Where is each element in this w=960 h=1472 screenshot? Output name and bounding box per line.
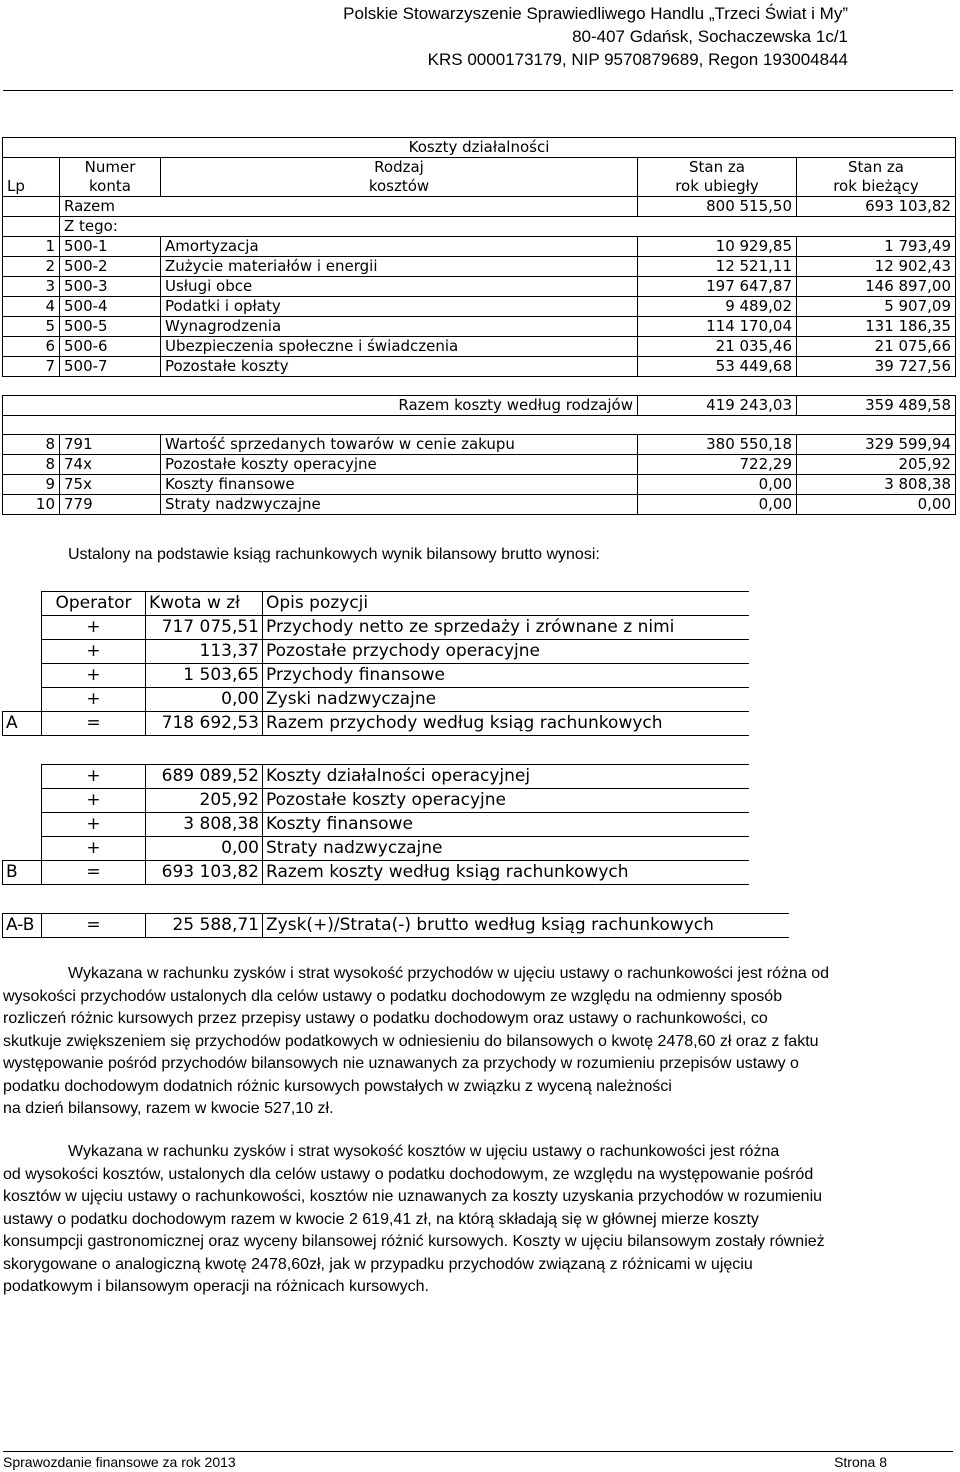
row-description: Straty nadzwyczajne (263, 837, 750, 861)
row-cost-type: Wynagrodzenia (161, 317, 638, 337)
row-marker (3, 616, 42, 640)
row-amount: 0,00 (146, 688, 263, 712)
total-curr: 693 103,82 (797, 197, 956, 217)
paragraph-line: podatkowym i bilansowym operacji na różnicach kursowych. (3, 1278, 429, 1295)
row-account: 500-4 (60, 297, 161, 317)
result-row (3, 914, 790, 938)
total-a-op: = (42, 712, 146, 736)
intro-text: Ustalony na podstawie ksiąg rachunkowych wynik bilansowy brutto wynosi: (68, 546, 600, 563)
col-curr-1: Stan za (797, 158, 956, 178)
costs-header-row-2 (3, 177, 956, 197)
row-marker (3, 813, 42, 837)
total-label: Razem (60, 197, 638, 217)
paragraph-line: skutkuje zwiększeniem się przychodów podatkowych w odniesieniu do bilansowych o kwotę 2478,60 zł oraz z faktu (3, 1032, 819, 1050)
row-lp: 3 (3, 277, 60, 297)
col-rodzaj-2: kosztów (161, 177, 638, 197)
z-tego-label: Z tego: (60, 217, 956, 237)
col-rodzaj-1: Rodzaj (161, 158, 638, 178)
row-current-year: 0,00 (797, 495, 956, 515)
org-address: 80-407 Gdańsk, Sochaczewska 1c/1 (572, 27, 848, 46)
row-lp: 9 (3, 475, 60, 495)
head-operator: Operator (42, 592, 146, 616)
row-cost-type: Pozostałe koszty (161, 357, 638, 377)
row-prev-year: 53 449,68 (638, 357, 797, 377)
paragraph-line: Wykazana w rachunku zysków i strat wysokość przychodów w ujęciu ustawy o rachunkowości jest różna od (68, 965, 830, 982)
row-operator: + (42, 837, 146, 861)
paragraph-line: podatku dochodowym dodatnich różnic kursowych powstałych w związku z wyceną należności (3, 1077, 672, 1095)
row-marker (3, 765, 42, 789)
row-current-year: 1 793,49 (797, 237, 956, 257)
result-opis: Zysk(+)/Strata(-) brutto według ksiąg rachunkowych (263, 914, 790, 938)
row-prev-year: 722,29 (638, 455, 797, 475)
col-prev-1: Stan za (638, 158, 797, 178)
paragraph-line: na dzień bilansowy, razem w kwocie 527,10 zł. (3, 1100, 334, 1117)
calc-row (3, 688, 750, 712)
result-label: A-B (3, 914, 42, 938)
row-marker (3, 789, 42, 813)
row-current-year: 146 897,00 (797, 277, 956, 297)
costs-table (2, 137, 956, 515)
row-lp: 4 (3, 297, 60, 317)
row-current-year: 131 186,35 (797, 317, 956, 337)
row-cost-type: Usługi obce (161, 277, 638, 297)
row-description: Koszty działalności operacyjnej (263, 765, 750, 789)
row-cost-type: Wartość sprzedanych towarów w cenie zakupu (161, 435, 638, 455)
result-table (2, 913, 789, 938)
row-description: Pozostałe koszty operacyjne (263, 789, 750, 813)
row-prev-year: 12 521,11 (638, 257, 797, 277)
row-account: 75x (60, 475, 161, 495)
col-prev-2: rok ubiegły (638, 177, 797, 197)
row-lp: 7 (3, 357, 60, 377)
table-row (3, 337, 956, 357)
row-account: 500-3 (60, 277, 161, 297)
row-prev-year: 380 550,18 (638, 435, 797, 455)
row-operator: + (42, 616, 146, 640)
row-operator: + (42, 640, 146, 664)
calc-row (3, 837, 750, 861)
row-current-year: 39 727,56 (797, 357, 956, 377)
row-marker (3, 837, 42, 861)
row-current-year: 329 599,94 (797, 435, 956, 455)
row-cost-type: Ubezpieczenia społeczne i świadczenia (161, 337, 638, 357)
income-table (2, 591, 749, 736)
row-description: Przychody netto ze sprzedaży i zrównane z nimi (263, 616, 750, 640)
row-current-year: 3 808,38 (797, 475, 956, 495)
revenue-note-paragraph (3, 963, 958, 1121)
subtotal-row (3, 396, 956, 416)
row-amount: 1 503,65 (146, 664, 263, 688)
calc-row (3, 640, 750, 664)
row-prev-year: 0,00 (638, 475, 797, 495)
org-name: Polskie Stowarzyszenie Sprawiedliwego Handlu „Trzeci Świat i My” (343, 4, 848, 23)
row-description: Zyski nadzwyczajne (263, 688, 750, 712)
row-amount: 3 808,38 (146, 813, 263, 837)
costs-summary-table (2, 764, 749, 885)
row-current-year: 5 907,09 (797, 297, 956, 317)
row-cost-type: Pozostałe koszty operacyjne (161, 455, 638, 475)
row-current-year: 205,92 (797, 455, 956, 475)
result-op: = (42, 914, 146, 938)
row-operator: + (42, 765, 146, 789)
calc-header-row (3, 592, 750, 616)
row-amount: 717 075,51 (146, 616, 263, 640)
total-b-opis: Razem koszty według ksiąg rachunkowych (263, 861, 750, 885)
row-account: 74x (60, 455, 161, 475)
row-amount: 113,37 (146, 640, 263, 664)
footer-rule (3, 1451, 953, 1452)
total-b-row (3, 861, 750, 885)
row-operator: + (42, 789, 146, 813)
table-row (3, 297, 956, 317)
paragraph-line: ustawy o podatku dochodowym razem w kwocie 2 619,41 zł, na którą składają się w głównej mierze koszty (3, 1210, 759, 1228)
table-row (3, 257, 956, 277)
header-rule (3, 90, 953, 91)
row-description: Koszty finansowe (263, 813, 750, 837)
z-tego-row (3, 217, 956, 237)
paragraph-line: rozliczeń różnic kursowych przez przepisy ustawy o podatku dochodowym oraz ustawy o rachunkowości, co (3, 1010, 768, 1027)
paragraph-line: od wysokości kosztów, ustalonych dla celów ustawy o podatku dochodowym, ze względu na występowanie pośród (3, 1165, 814, 1183)
paragraph-line: Wykazana w rachunku zysków i strat wysokość kosztów w ujęciu ustawy o rachunkowości jest różna (68, 1143, 780, 1160)
table-row (3, 357, 956, 377)
row-operator: + (42, 664, 146, 688)
row-cost-type: Amortyzacja (161, 237, 638, 257)
col-numer-1: Numer (60, 158, 161, 178)
row-prev-year: 0,00 (638, 495, 797, 515)
col-curr-2: rok bieżący (797, 177, 956, 197)
paragraph-line: wysokości przychodów ustalonych dla celów ustawy o podatku dochodowym ze względu na odmienny sposób (3, 987, 783, 1005)
paragraph-line: kosztów w ujęciu ustawy o rachunkowości, kosztów nie uznawanych za koszty uzyskania przychodów w rozumieniu (3, 1188, 823, 1205)
total-a-label: A (3, 712, 42, 736)
row-amount: 0,00 (146, 837, 263, 861)
calc-row (3, 664, 750, 688)
row-operator: + (42, 688, 146, 712)
cost-note-paragraph (3, 1141, 958, 1299)
calc-row (3, 616, 750, 640)
table-row (3, 475, 956, 495)
row-cost-type: Straty nadzwyczajne (161, 495, 638, 515)
table-row (3, 455, 956, 475)
head-kwota: Kwota w zł (146, 592, 263, 616)
row-lp: 2 (3, 257, 60, 277)
result-kwota: 25 588,71 (146, 914, 263, 938)
paragraph-line: występowanie pośród przychodów bilansowych nie uznawanych za przychody w rozumieniu przepisów ustawy o (3, 1055, 799, 1072)
calc-row (3, 765, 750, 789)
costs-header-row (3, 158, 956, 178)
row-current-year: 12 902,43 (797, 257, 956, 277)
col-numer-2: konta (60, 177, 161, 197)
total-b-kwota: 693 103,82 (146, 861, 263, 885)
row-marker (3, 640, 42, 664)
total-a-kwota: 718 692,53 (146, 712, 263, 736)
subtotal-curr: 359 489,58 (797, 396, 956, 416)
row-account: 500-5 (60, 317, 161, 337)
row-description: Pozostałe przychody operacyjne (263, 640, 750, 664)
total-prev: 800 515,50 (638, 197, 797, 217)
calc-row (3, 789, 750, 813)
row-prev-year: 21 035,46 (638, 337, 797, 357)
row-amount: 205,92 (146, 789, 263, 813)
row-cost-type: Koszty finansowe (161, 475, 638, 495)
row-cost-type: Zużycie materiałów i energii (161, 257, 638, 277)
table-row (3, 237, 956, 257)
row-lp: 8 (3, 435, 60, 455)
subtotal-label: Razem koszty według rodzajów (3, 396, 638, 416)
row-lp: 1 (3, 237, 60, 257)
paragraph-line: skorygowane o analogiczną kwotę 2478,60zł, jak w przypadku przychodów związaną z różnicami w ujęciu (3, 1255, 753, 1273)
head-opis: Opis pozycji (263, 592, 750, 616)
row-account: 779 (60, 495, 161, 515)
row-account: 791 (60, 435, 161, 455)
calc-row (3, 813, 750, 837)
row-lp: 10 (3, 495, 60, 515)
row-prev-year: 114 170,04 (638, 317, 797, 337)
total-a-row (3, 712, 750, 736)
row-prev-year: 10 929,85 (638, 237, 797, 257)
row-marker (3, 688, 42, 712)
page-number: Strona 8 (834, 1454, 887, 1470)
table-row (3, 277, 956, 297)
table-row (3, 495, 956, 515)
row-marker (3, 664, 42, 688)
row-account: 500-7 (60, 357, 161, 377)
row-description: Przychody finansowe (263, 664, 750, 688)
row-account: 500-1 (60, 237, 161, 257)
row-cost-type: Podatki i opłaty (161, 297, 638, 317)
table-row (3, 435, 956, 455)
table-row (3, 317, 956, 337)
total-a-opis: Razem przychody według ksiąg rachunkowych (263, 712, 750, 736)
row-operator: + (42, 813, 146, 837)
costs-title: Koszty działalności (3, 138, 956, 158)
total-b-label: B (3, 861, 42, 885)
col-lp: Lp (3, 177, 60, 197)
subtotal-prev: 419 243,03 (638, 396, 797, 416)
paragraph-line: konsumpcji gastronomicznej oraz wyceny bilansowej różnić kursowych. Koszty w ujęciu bilansowym zostały również (3, 1233, 825, 1250)
row-account: 500-2 (60, 257, 161, 277)
row-current-year: 21 075,66 (797, 337, 956, 357)
row-prev-year: 9 489,02 (638, 297, 797, 317)
row-prev-year: 197 647,87 (638, 277, 797, 297)
total-b-op: = (42, 861, 146, 885)
row-account: 500-6 (60, 337, 161, 357)
row-amount: 689 089,52 (146, 765, 263, 789)
row-lp: 6 (3, 337, 60, 357)
row-lp: 5 (3, 317, 60, 337)
costs-spacer-2 (3, 416, 956, 435)
costs-spacer (3, 377, 956, 396)
footer-title: Sprawozdanie finansowe za rok 2013 (3, 1454, 236, 1470)
row-lp: 8 (3, 455, 60, 475)
org-registry: KRS 0000173179, NIP 9570879689, Regon 193004844 (427, 50, 848, 69)
costs-total-row (3, 197, 956, 217)
